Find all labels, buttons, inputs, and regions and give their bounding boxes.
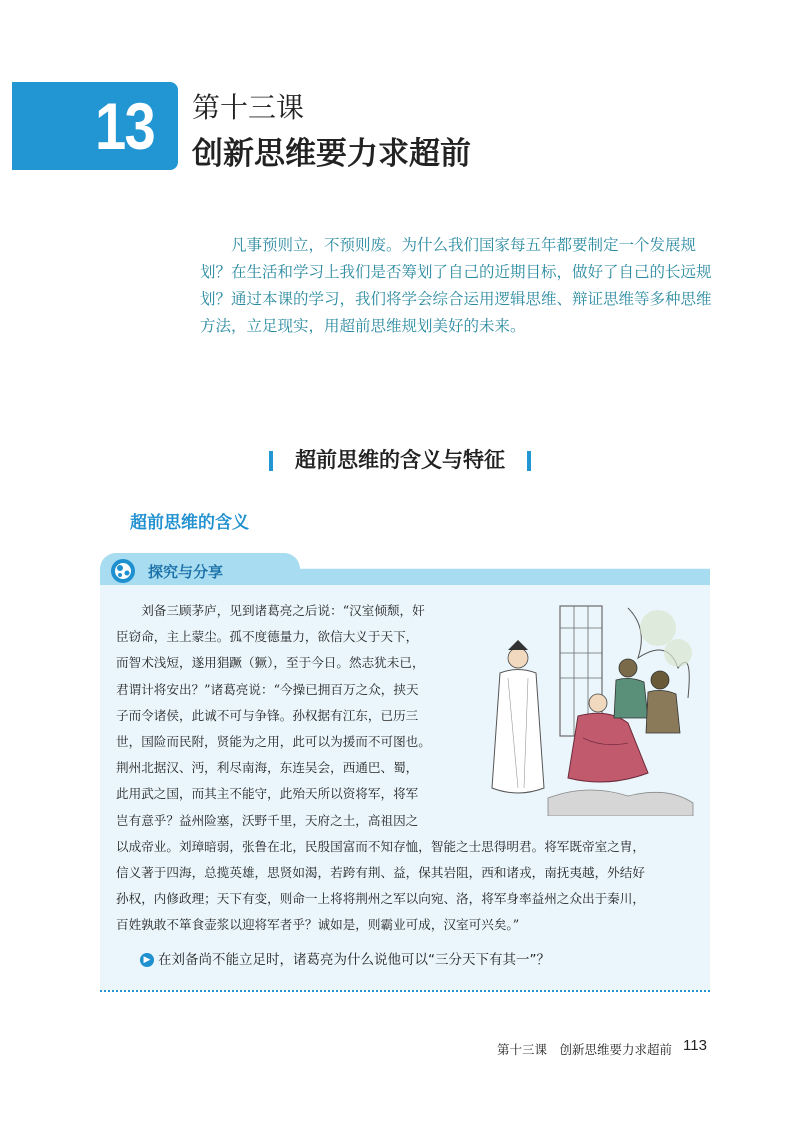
story-line: 世，国险而民附，贤能为之用，此可以为援而不可图也。 xyxy=(116,734,431,750)
story-line: 信义著于四海，总揽英雄，思贤如渴，若跨有荆、益，保其岩阻，西和诸戎，南抚夷越，外结好 xyxy=(116,865,645,881)
three-visits-illustration xyxy=(478,598,700,816)
story-line: 岂有意乎？益州险塞，沃野千里，天府之土，高祖因之 xyxy=(116,812,419,828)
story-line: 子而令诸侯，此诚不可与争锋。孙权据有江东，已历三 xyxy=(116,707,419,723)
heading-bar-right xyxy=(527,451,531,471)
story-line: 臣窃命，主上蒙尘。孤不度德量力，欲信大义于天下， xyxy=(116,629,419,645)
discussion-question xyxy=(140,948,550,968)
story-line: 荆州北据汉、沔，利尽南海，东连吴会，西通巴、蜀， xyxy=(116,760,419,776)
running-title: 第十三课 创新思维要力求超前 xyxy=(497,1042,673,1057)
story-line: 百姓孰敢不箪食壶浆以迎将军者乎？诚如是，则霸业可成，汉室可兴矣。” xyxy=(116,917,520,933)
heading-bar-left xyxy=(269,451,273,471)
lesson-number: 13 xyxy=(95,89,155,163)
lesson-label: 第十三课 xyxy=(192,91,305,124)
story-line: 孙权，内修政理；天下有变，则命一上将将荆州之军以向宛、洛，将军身率益州之众出于秦川， xyxy=(116,891,645,907)
story-line: 以成帝业。刘璋暗弱，张鲁在北，民殷国富而不知存恤，智能之士思得明君。将军既帝室之胄， xyxy=(116,838,645,854)
page-number: 113 xyxy=(683,1037,707,1054)
intro-paragraph: 凡事预则立，不预则废。为什么我们国家每五年都要制定一个发展规划？在生活和学习上我们是否筹划了自己的近期目标，做好了自己的长远规划？通过本课的学习，我们将学会综合运用逻辑思维、辩证思维等多种思维方法，立足现实，用超前思维规划美好的未来。 xyxy=(200,236,712,335)
lesson-title: 创新思维要力求超前 xyxy=(192,136,471,172)
story-line: 而智术浅短，遂用猖蹶（獗），至于今日。然志犹未已， xyxy=(116,655,425,671)
story-line: 刘备三顾茅庐，见到诸葛亮之后说：“汉室倾颓，奸 xyxy=(141,603,425,618)
subheading: 超前思维的含义 xyxy=(130,513,249,533)
section-heading xyxy=(0,444,800,474)
story-line: 君谓计将安出？”诸葛亮说：“今操已拥百万之众，挟天 xyxy=(116,681,419,697)
question-text: 在刘备尚不能立足时，诸葛亮为什么说他可以“三分天下有其一”？ xyxy=(158,952,550,968)
explore-share-icon xyxy=(109,557,137,585)
question-arrow-icon: ▶ xyxy=(140,953,154,967)
section-heading-text: 超前思维的含义与特征 xyxy=(295,448,505,472)
panel-dotted-border xyxy=(100,990,710,992)
panel-tab-label: 探究与分享 xyxy=(148,563,224,581)
story-line: 此用武之国，而其主不能守，此殆天所以资将军，将军 xyxy=(116,786,419,802)
